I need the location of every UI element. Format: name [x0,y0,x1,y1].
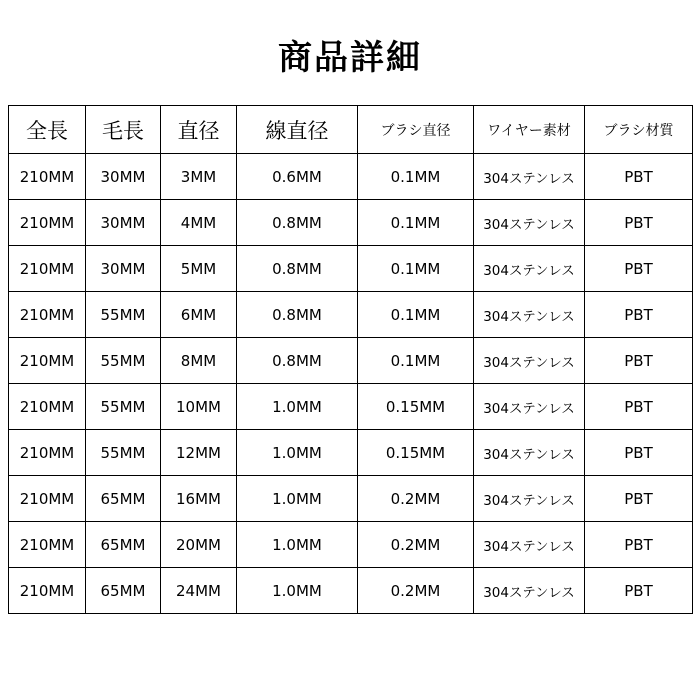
table-row [9,568,693,614]
cell-bristle-length: 55MM [86,430,161,476]
header-total-length: 全長 [9,106,86,154]
cell-total-length: 210MM [9,338,86,384]
cell-brush-material: PBT [585,522,693,568]
cell-total-length: 210MM [9,522,86,568]
cell-wire-diameter: 1.0MM [237,384,358,430]
cell-diameter: 10MM [161,384,237,430]
cell-brush-material: PBT [585,292,693,338]
cell-total-length: 210MM [9,568,86,614]
cell-wire-material: 304ステンレス [474,338,585,384]
cell-bristle-length: 55MM [86,338,161,384]
page-title: 商品詳細 [278,38,422,78]
cell-total-length: 210MM [9,154,86,200]
cell-brush-material: PBT [585,154,693,200]
cell-brush-diameter: 0.1MM [358,246,474,292]
table-row [9,200,693,246]
cell-total-length: 210MM [9,384,86,430]
cell-bristle-length: 65MM [86,568,161,614]
cell-wire-diameter: 1.0MM [237,430,358,476]
cell-brush-material: PBT [585,246,693,292]
table-row [9,154,693,200]
header-wire-diameter: 線直径 [237,106,358,154]
cell-bristle-length: 65MM [86,522,161,568]
cell-wire-diameter: 0.8MM [237,200,358,246]
cell-brush-material: PBT [585,568,693,614]
cell-wire-material: 304ステンレス [474,292,585,338]
cell-diameter: 6MM [161,292,237,338]
cell-wire-material: 304ステンレス [474,154,585,200]
cell-brush-diameter: 0.2MM [358,568,474,614]
cell-diameter: 5MM [161,246,237,292]
cell-diameter: 12MM [161,430,237,476]
header-diameter: 直径 [161,106,237,154]
table-row [9,476,693,522]
cell-total-length: 210MM [9,430,86,476]
cell-diameter: 20MM [161,522,237,568]
cell-brush-diameter: 0.15MM [358,384,474,430]
table-row [9,384,693,430]
cell-brush-diameter: 0.1MM [358,338,474,384]
cell-bristle-length: 30MM [86,200,161,246]
cell-wire-diameter: 1.0MM [237,522,358,568]
cell-diameter: 24MM [161,568,237,614]
cell-bristle-length: 30MM [86,246,161,292]
cell-wire-diameter: 0.8MM [237,338,358,384]
cell-total-length: 210MM [9,476,86,522]
cell-wire-material: 304ステンレス [474,430,585,476]
cell-wire-material: 304ステンレス [474,384,585,430]
table-header-row [9,106,693,154]
cell-wire-diameter: 0.8MM [237,292,358,338]
cell-brush-diameter: 0.1MM [358,200,474,246]
cell-brush-diameter: 0.15MM [358,430,474,476]
header-brush-material: ブラシ材質 [585,106,693,154]
header-brush-diameter: ブラシ直径 [358,106,474,154]
cell-bristle-length: 65MM [86,476,161,522]
cell-brush-diameter: 0.2MM [358,476,474,522]
table-row [9,430,693,476]
table-row [9,292,693,338]
table-row [9,522,693,568]
cell-wire-material: 304ステンレス [474,522,585,568]
cell-diameter: 3MM [161,154,237,200]
header-bristle-length: 毛長 [86,106,161,154]
cell-diameter: 8MM [161,338,237,384]
cell-wire-material: 304ステンレス [474,246,585,292]
cell-brush-diameter: 0.1MM [358,292,474,338]
cell-wire-material: 304ステンレス [474,568,585,614]
cell-diameter: 16MM [161,476,237,522]
cell-total-length: 210MM [9,246,86,292]
cell-brush-material: PBT [585,476,693,522]
cell-total-length: 210MM [9,292,86,338]
cell-brush-diameter: 0.1MM [358,154,474,200]
cell-brush-diameter: 0.2MM [358,522,474,568]
cell-total-length: 210MM [9,200,86,246]
cell-wire-diameter: 1.0MM [237,476,358,522]
cell-brush-material: PBT [585,384,693,430]
cell-brush-material: PBT [585,338,693,384]
cell-brush-material: PBT [585,200,693,246]
cell-wire-diameter: 1.0MM [237,568,358,614]
cell-wire-diameter: 0.8MM [237,246,358,292]
cell-diameter: 4MM [161,200,237,246]
cell-bristle-length: 55MM [86,384,161,430]
cell-wire-material: 304ステンレス [474,476,585,522]
table-row [9,338,693,384]
spec-table [8,105,693,614]
header-wire-material: ワイヤー素材 [474,106,585,154]
cell-bristle-length: 30MM [86,154,161,200]
cell-wire-diameter: 0.6MM [237,154,358,200]
cell-wire-material: 304ステンレス [474,200,585,246]
table-row [9,246,693,292]
cell-bristle-length: 55MM [86,292,161,338]
cell-brush-material: PBT [585,430,693,476]
